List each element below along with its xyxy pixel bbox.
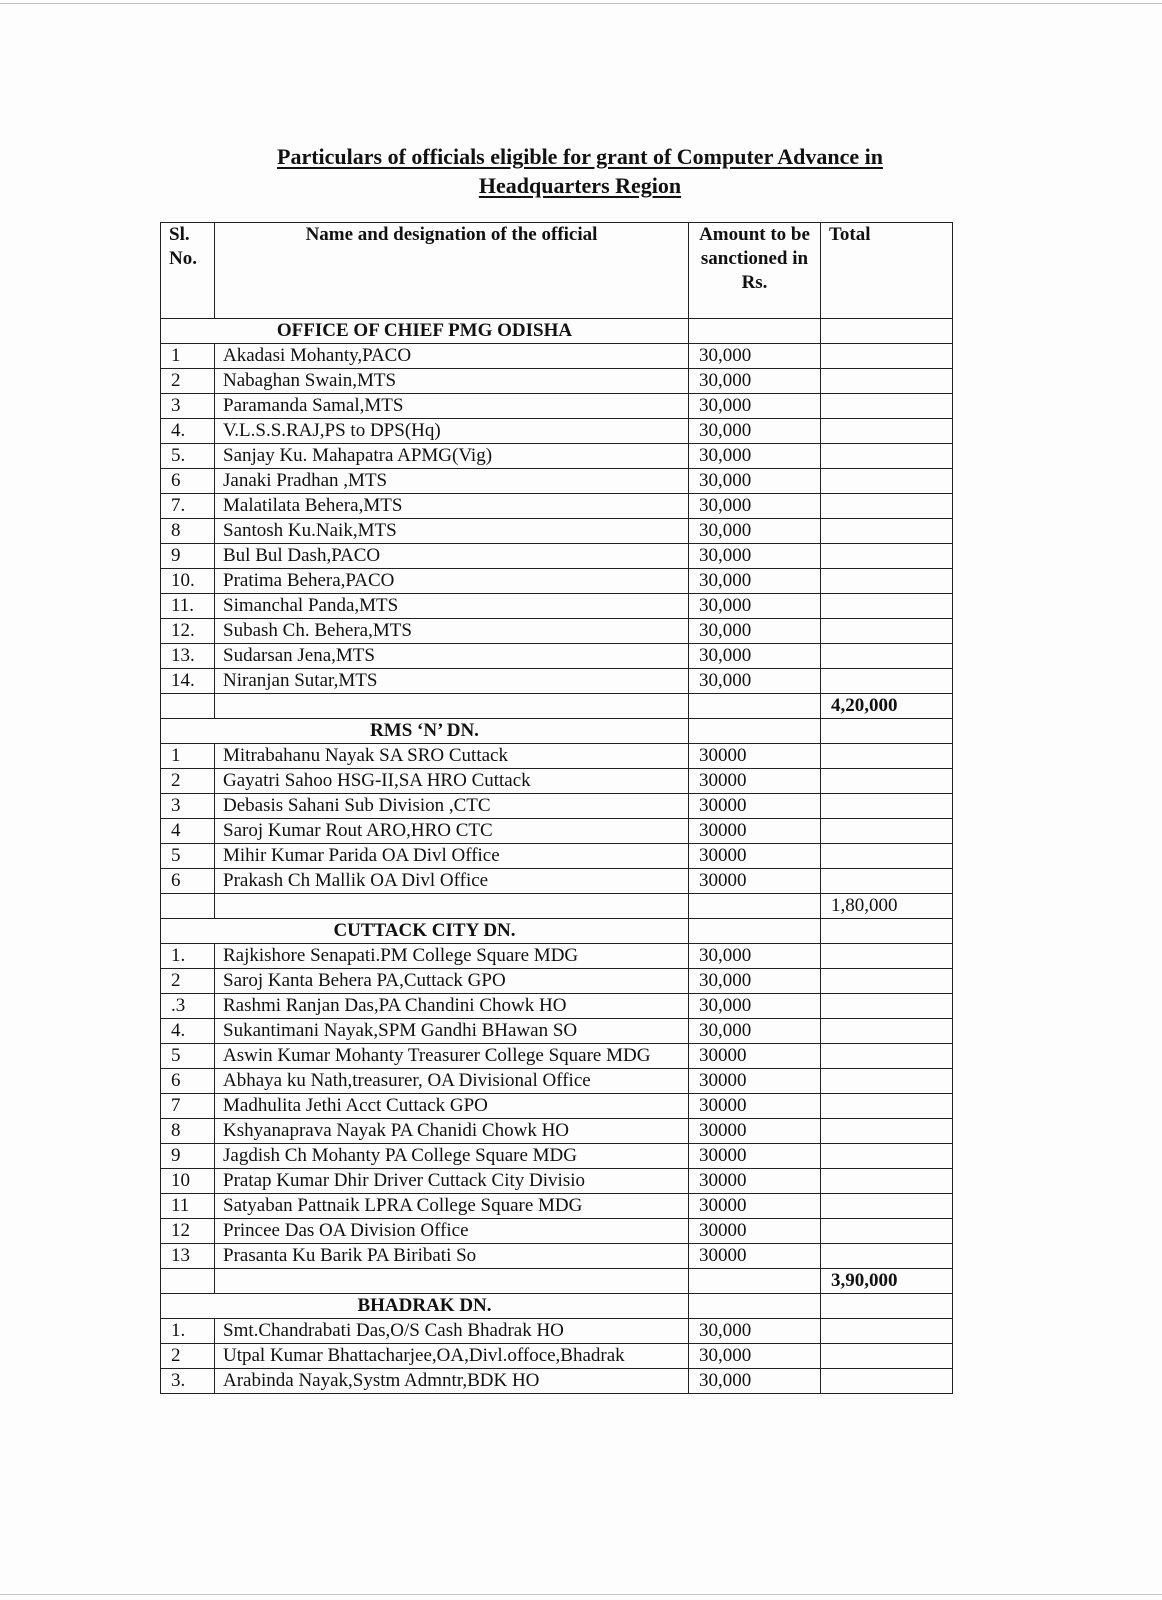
total-cell-empty (821, 969, 953, 994)
section-header-row (161, 719, 953, 744)
official-name-cell: Rashmi Ranjan Das,PA Chandini Chowk HO (215, 994, 689, 1019)
table-row (161, 1019, 953, 1044)
amount-cell-empty (689, 919, 821, 944)
section-header-row (161, 919, 953, 944)
amount-cell-empty (689, 719, 821, 744)
section-title: CUTTACK CITY DN. (161, 919, 689, 944)
total-cell-empty (821, 1294, 953, 1319)
official-name-cell: Mihir Kumar Parida OA Divl Office (215, 844, 689, 869)
table-row (161, 1069, 953, 1094)
serial-number-cell: 14. (161, 669, 215, 694)
total-cell-empty (821, 744, 953, 769)
section-header-row (161, 319, 953, 344)
serial-number-cell: 9 (161, 544, 215, 569)
amount-cell: 30,000 (689, 394, 821, 419)
serial-number-cell: 1 (161, 344, 215, 369)
total-cell-empty (821, 1244, 953, 1269)
serial-number-cell: 7 (161, 1094, 215, 1119)
table-row (161, 669, 953, 694)
total-cell-empty (821, 769, 953, 794)
amount-cell: 30000 (689, 1069, 821, 1094)
total-cell-empty (821, 819, 953, 844)
amount-cell: 30000 (689, 869, 821, 894)
table-row (161, 1194, 953, 1219)
total-cell-empty (821, 419, 953, 444)
amount-cell-empty (689, 694, 821, 719)
serial-number-cell: 1. (161, 944, 215, 969)
subtotal-row (161, 694, 953, 719)
section-title: RMS ‘N’ DN. (161, 719, 689, 744)
scan-edge-bottom (0, 1594, 1162, 1595)
serial-number-cell: 2 (161, 769, 215, 794)
total-cell-empty (821, 344, 953, 369)
total-cell-empty (821, 619, 953, 644)
amount-cell: 30,000 (689, 444, 821, 469)
serial-number-cell: 5 (161, 844, 215, 869)
section-total-cell: 1,80,000 (821, 894, 953, 919)
total-cell-empty (821, 1069, 953, 1094)
serial-number-cell: 2 (161, 369, 215, 394)
serial-number-cell: 2 (161, 1344, 215, 1369)
official-name-cell: Satyaban Pattnaik LPRA College Square MDG (215, 1194, 689, 1219)
table-row (161, 494, 953, 519)
table-row (161, 1094, 953, 1119)
serial-number-cell: 10 (161, 1169, 215, 1194)
official-name-cell: Utpal Kumar Bhattacharjee,OA,Divl.offoce,Bhadrak (215, 1344, 689, 1369)
total-cell-empty (821, 1019, 953, 1044)
table-row (161, 1144, 953, 1169)
header-sl: Sl. No. (161, 223, 215, 319)
table-row (161, 769, 953, 794)
official-name-cell: Santosh Ku.Naik,MTS (215, 519, 689, 544)
total-cell-empty (821, 1169, 953, 1194)
total-cell-empty (821, 1344, 953, 1369)
total-cell-empty (821, 569, 953, 594)
official-name-cell: Gayatri Sahoo HSG-II,SA HRO Cuttack (215, 769, 689, 794)
serial-number-cell: 8 (161, 1119, 215, 1144)
amount-cell: 30,000 (689, 1319, 821, 1344)
serial-number-cell: 1. (161, 1319, 215, 1344)
total-cell-empty (821, 594, 953, 619)
official-name-cell: Prasanta Ku Barik PA Biribati So (215, 1244, 689, 1269)
serial-number-cell-empty (161, 894, 215, 919)
amount-cell-empty (689, 894, 821, 919)
total-cell-empty (821, 919, 953, 944)
official-name-cell-empty (215, 694, 689, 719)
header-name: Name and designation of the official (215, 223, 689, 319)
official-name-cell: Saroj Kumar Rout ARO,HRO CTC (215, 819, 689, 844)
section-title: OFFICE OF CHIEF PMG ODISHA (161, 319, 689, 344)
amount-cell: 30,000 (689, 619, 821, 644)
table-row (161, 344, 953, 369)
serial-number-cell: 13 (161, 1244, 215, 1269)
total-cell-empty (821, 794, 953, 819)
serial-number-cell: 6 (161, 1069, 215, 1094)
serial-number-cell: 12. (161, 619, 215, 644)
official-name-cell: Bul Bul Dash,PACO (215, 544, 689, 569)
document-title (180, 142, 980, 200)
total-cell-empty (821, 369, 953, 394)
table-row (161, 1244, 953, 1269)
official-name-cell: Sukantimani Nayak,SPM Gandhi BHawan SO (215, 1019, 689, 1044)
amount-cell: 30000 (689, 1144, 821, 1169)
section-title: BHADRAK DN. (161, 1294, 689, 1319)
official-name-cell: Aswin Kumar Mohanty Treasurer College Square MDG (215, 1044, 689, 1069)
amount-cell: 30,000 (689, 494, 821, 519)
title-line-2: Headquarters Region (478, 173, 682, 198)
serial-number-cell: 6 (161, 869, 215, 894)
table-row (161, 969, 953, 994)
table-row (161, 1119, 953, 1144)
serial-number-cell: 9 (161, 1144, 215, 1169)
official-name-cell: Kshyanaprava Nayak PA Chanidi Chowk HO (215, 1119, 689, 1144)
serial-number-cell: 8 (161, 519, 215, 544)
serial-number-cell: 5. (161, 444, 215, 469)
amount-cell: 30000 (689, 769, 821, 794)
serial-number-cell: 13. (161, 644, 215, 669)
official-name-cell: Debasis Sahani Sub Division ,CTC (215, 794, 689, 819)
amount-cell: 30000 (689, 844, 821, 869)
official-name-cell: Sudarsan Jena,MTS (215, 644, 689, 669)
amount-cell: 30,000 (689, 1369, 821, 1394)
table-row (161, 594, 953, 619)
total-cell-empty (821, 644, 953, 669)
amount-cell: 30,000 (689, 1019, 821, 1044)
official-name-cell: Niranjan Sutar,MTS (215, 669, 689, 694)
official-name-cell-empty (215, 1269, 689, 1294)
table-row (161, 1169, 953, 1194)
total-cell-empty (821, 1369, 953, 1394)
official-name-cell: Mitrabahanu Nayak SA SRO Cuttack (215, 744, 689, 769)
amount-cell: 30000 (689, 1219, 821, 1244)
section-total-cell: 4,20,000 (821, 694, 953, 719)
table-row (161, 794, 953, 819)
table-row (161, 1044, 953, 1069)
total-cell-empty (821, 394, 953, 419)
total-cell-empty (821, 669, 953, 694)
serial-number-cell: 1 (161, 744, 215, 769)
amount-cell: 30,000 (689, 569, 821, 594)
table-row (161, 1319, 953, 1344)
header-total: Total (821, 223, 953, 319)
total-cell-empty (821, 519, 953, 544)
amount-cell: 30,000 (689, 594, 821, 619)
serial-number-cell: 3. (161, 1369, 215, 1394)
scan-edge-top (0, 3, 1162, 4)
title-line-1: Particulars of officials eligible for grant of Computer Advance in (277, 144, 883, 169)
official-name-cell: Sanjay Ku. Mahapatra APMG(Vig) (215, 444, 689, 469)
amount-cell: 30,000 (689, 1344, 821, 1369)
amount-cell: 30,000 (689, 344, 821, 369)
serial-number-cell: 6 (161, 469, 215, 494)
table-row (161, 994, 953, 1019)
total-cell-empty (821, 1144, 953, 1169)
official-name-cell: Pratap Kumar Dhir Driver Cuttack City Divisio (215, 1169, 689, 1194)
amount-cell: 30000 (689, 819, 821, 844)
table-row (161, 619, 953, 644)
official-name-cell: V.L.S.S.RAJ,PS to DPS(Hq) (215, 419, 689, 444)
serial-number-cell: 3 (161, 394, 215, 419)
serial-number-cell: 7. (161, 494, 215, 519)
total-cell-empty (821, 1194, 953, 1219)
official-name-cell-empty (215, 894, 689, 919)
table-row (161, 444, 953, 469)
serial-number-cell: 3 (161, 794, 215, 819)
total-cell-empty (821, 1219, 953, 1244)
total-cell-empty (821, 719, 953, 744)
total-cell-empty (821, 444, 953, 469)
amount-cell: 30,000 (689, 644, 821, 669)
table-row (161, 519, 953, 544)
amount-cell: 30,000 (689, 669, 821, 694)
total-cell-empty (821, 869, 953, 894)
table-row (161, 419, 953, 444)
official-name-cell: Saroj Kanta Behera PA,Cuttack GPO (215, 969, 689, 994)
amount-cell: 30000 (689, 794, 821, 819)
total-cell-empty (821, 994, 953, 1019)
table-row (161, 819, 953, 844)
official-name-cell: Arabinda Nayak,Systm Admntr,BDK HO (215, 1369, 689, 1394)
total-cell-empty (821, 494, 953, 519)
amount-cell: 30,000 (689, 544, 821, 569)
subtotal-row (161, 894, 953, 919)
total-cell-empty (821, 544, 953, 569)
amount-cell: 30000 (689, 1244, 821, 1269)
serial-number-cell: 4. (161, 419, 215, 444)
total-cell-empty (821, 1319, 953, 1344)
amount-cell: 30000 (689, 1119, 821, 1144)
serial-number-cell: 10. (161, 569, 215, 594)
official-name-cell: Smt.Chandrabati Das,O/S Cash Bhadrak HO (215, 1319, 689, 1344)
serial-number-cell: 11. (161, 594, 215, 619)
header-amount: Amount to be sanctioned in Rs. (689, 223, 821, 319)
header-row (161, 223, 953, 319)
table-row (161, 1369, 953, 1394)
serial-number-cell: 5 (161, 1044, 215, 1069)
table-row (161, 744, 953, 769)
amount-cell: 30000 (689, 1169, 821, 1194)
total-cell-empty (821, 844, 953, 869)
total-cell-empty (821, 944, 953, 969)
amount-cell: 30,000 (689, 969, 821, 994)
amount-cell: 30,000 (689, 469, 821, 494)
serial-number-cell-empty (161, 1269, 215, 1294)
serial-number-cell: .3 (161, 994, 215, 1019)
amount-cell: 30000 (689, 1044, 821, 1069)
section-total-cell: 3,90,000 (821, 1269, 953, 1294)
officials-table (160, 222, 953, 1394)
total-cell-empty (821, 469, 953, 494)
amount-cell: 30000 (689, 1094, 821, 1119)
official-name-cell: Subash Ch. Behera,MTS (215, 619, 689, 644)
official-name-cell: Prakash Ch Mallik OA Divl Office (215, 869, 689, 894)
total-cell-empty (821, 1119, 953, 1144)
amount-cell: 30,000 (689, 944, 821, 969)
subtotal-row (161, 1269, 953, 1294)
total-cell-empty (821, 1094, 953, 1119)
official-name-cell: Pratima Behera,PACO (215, 569, 689, 594)
table-row (161, 469, 953, 494)
table-row (161, 844, 953, 869)
table-row (161, 394, 953, 419)
table-row (161, 944, 953, 969)
official-name-cell: Janaki Pradhan ,MTS (215, 469, 689, 494)
section-header-row (161, 1294, 953, 1319)
official-name-cell: Nabaghan Swain,MTS (215, 369, 689, 394)
table-body (161, 319, 953, 1394)
amount-cell-empty (689, 1269, 821, 1294)
official-name-cell: Madhulita Jethi Acct Cuttack GPO (215, 1094, 689, 1119)
official-name-cell: Rajkishore Senapati.PM College Square MDG (215, 944, 689, 969)
official-name-cell: Akadasi Mohanty,PACO (215, 344, 689, 369)
amount-cell-empty (689, 319, 821, 344)
official-name-cell: Simanchal Panda,MTS (215, 594, 689, 619)
serial-number-cell-empty (161, 694, 215, 719)
table-row (161, 369, 953, 394)
serial-number-cell: 4 (161, 819, 215, 844)
official-name-cell: Paramanda Samal,MTS (215, 394, 689, 419)
total-cell-empty (821, 1044, 953, 1069)
official-name-cell: Malatilata Behera,MTS (215, 494, 689, 519)
serial-number-cell: 4. (161, 1019, 215, 1044)
amount-cell: 30,000 (689, 519, 821, 544)
table-row (161, 644, 953, 669)
amount-cell: 30,000 (689, 369, 821, 394)
serial-number-cell: 2 (161, 969, 215, 994)
amount-cell: 30000 (689, 744, 821, 769)
official-name-cell: Jagdish Ch Mohanty PA College Square MDG (215, 1144, 689, 1169)
amount-cell: 30,000 (689, 419, 821, 444)
serial-number-cell: 12 (161, 1219, 215, 1244)
amount-cell-empty (689, 1294, 821, 1319)
table-row (161, 544, 953, 569)
amount-cell: 30,000 (689, 994, 821, 1019)
official-name-cell: Princee Das OA Division Office (215, 1219, 689, 1244)
table-row (161, 569, 953, 594)
table-row (161, 869, 953, 894)
amount-cell: 30000 (689, 1194, 821, 1219)
serial-number-cell: 11 (161, 1194, 215, 1219)
table-row (161, 1344, 953, 1369)
official-name-cell: Abhaya ku Nath,treasurer, OA Divisional Office (215, 1069, 689, 1094)
total-cell-empty (821, 319, 953, 344)
table-row (161, 1219, 953, 1244)
